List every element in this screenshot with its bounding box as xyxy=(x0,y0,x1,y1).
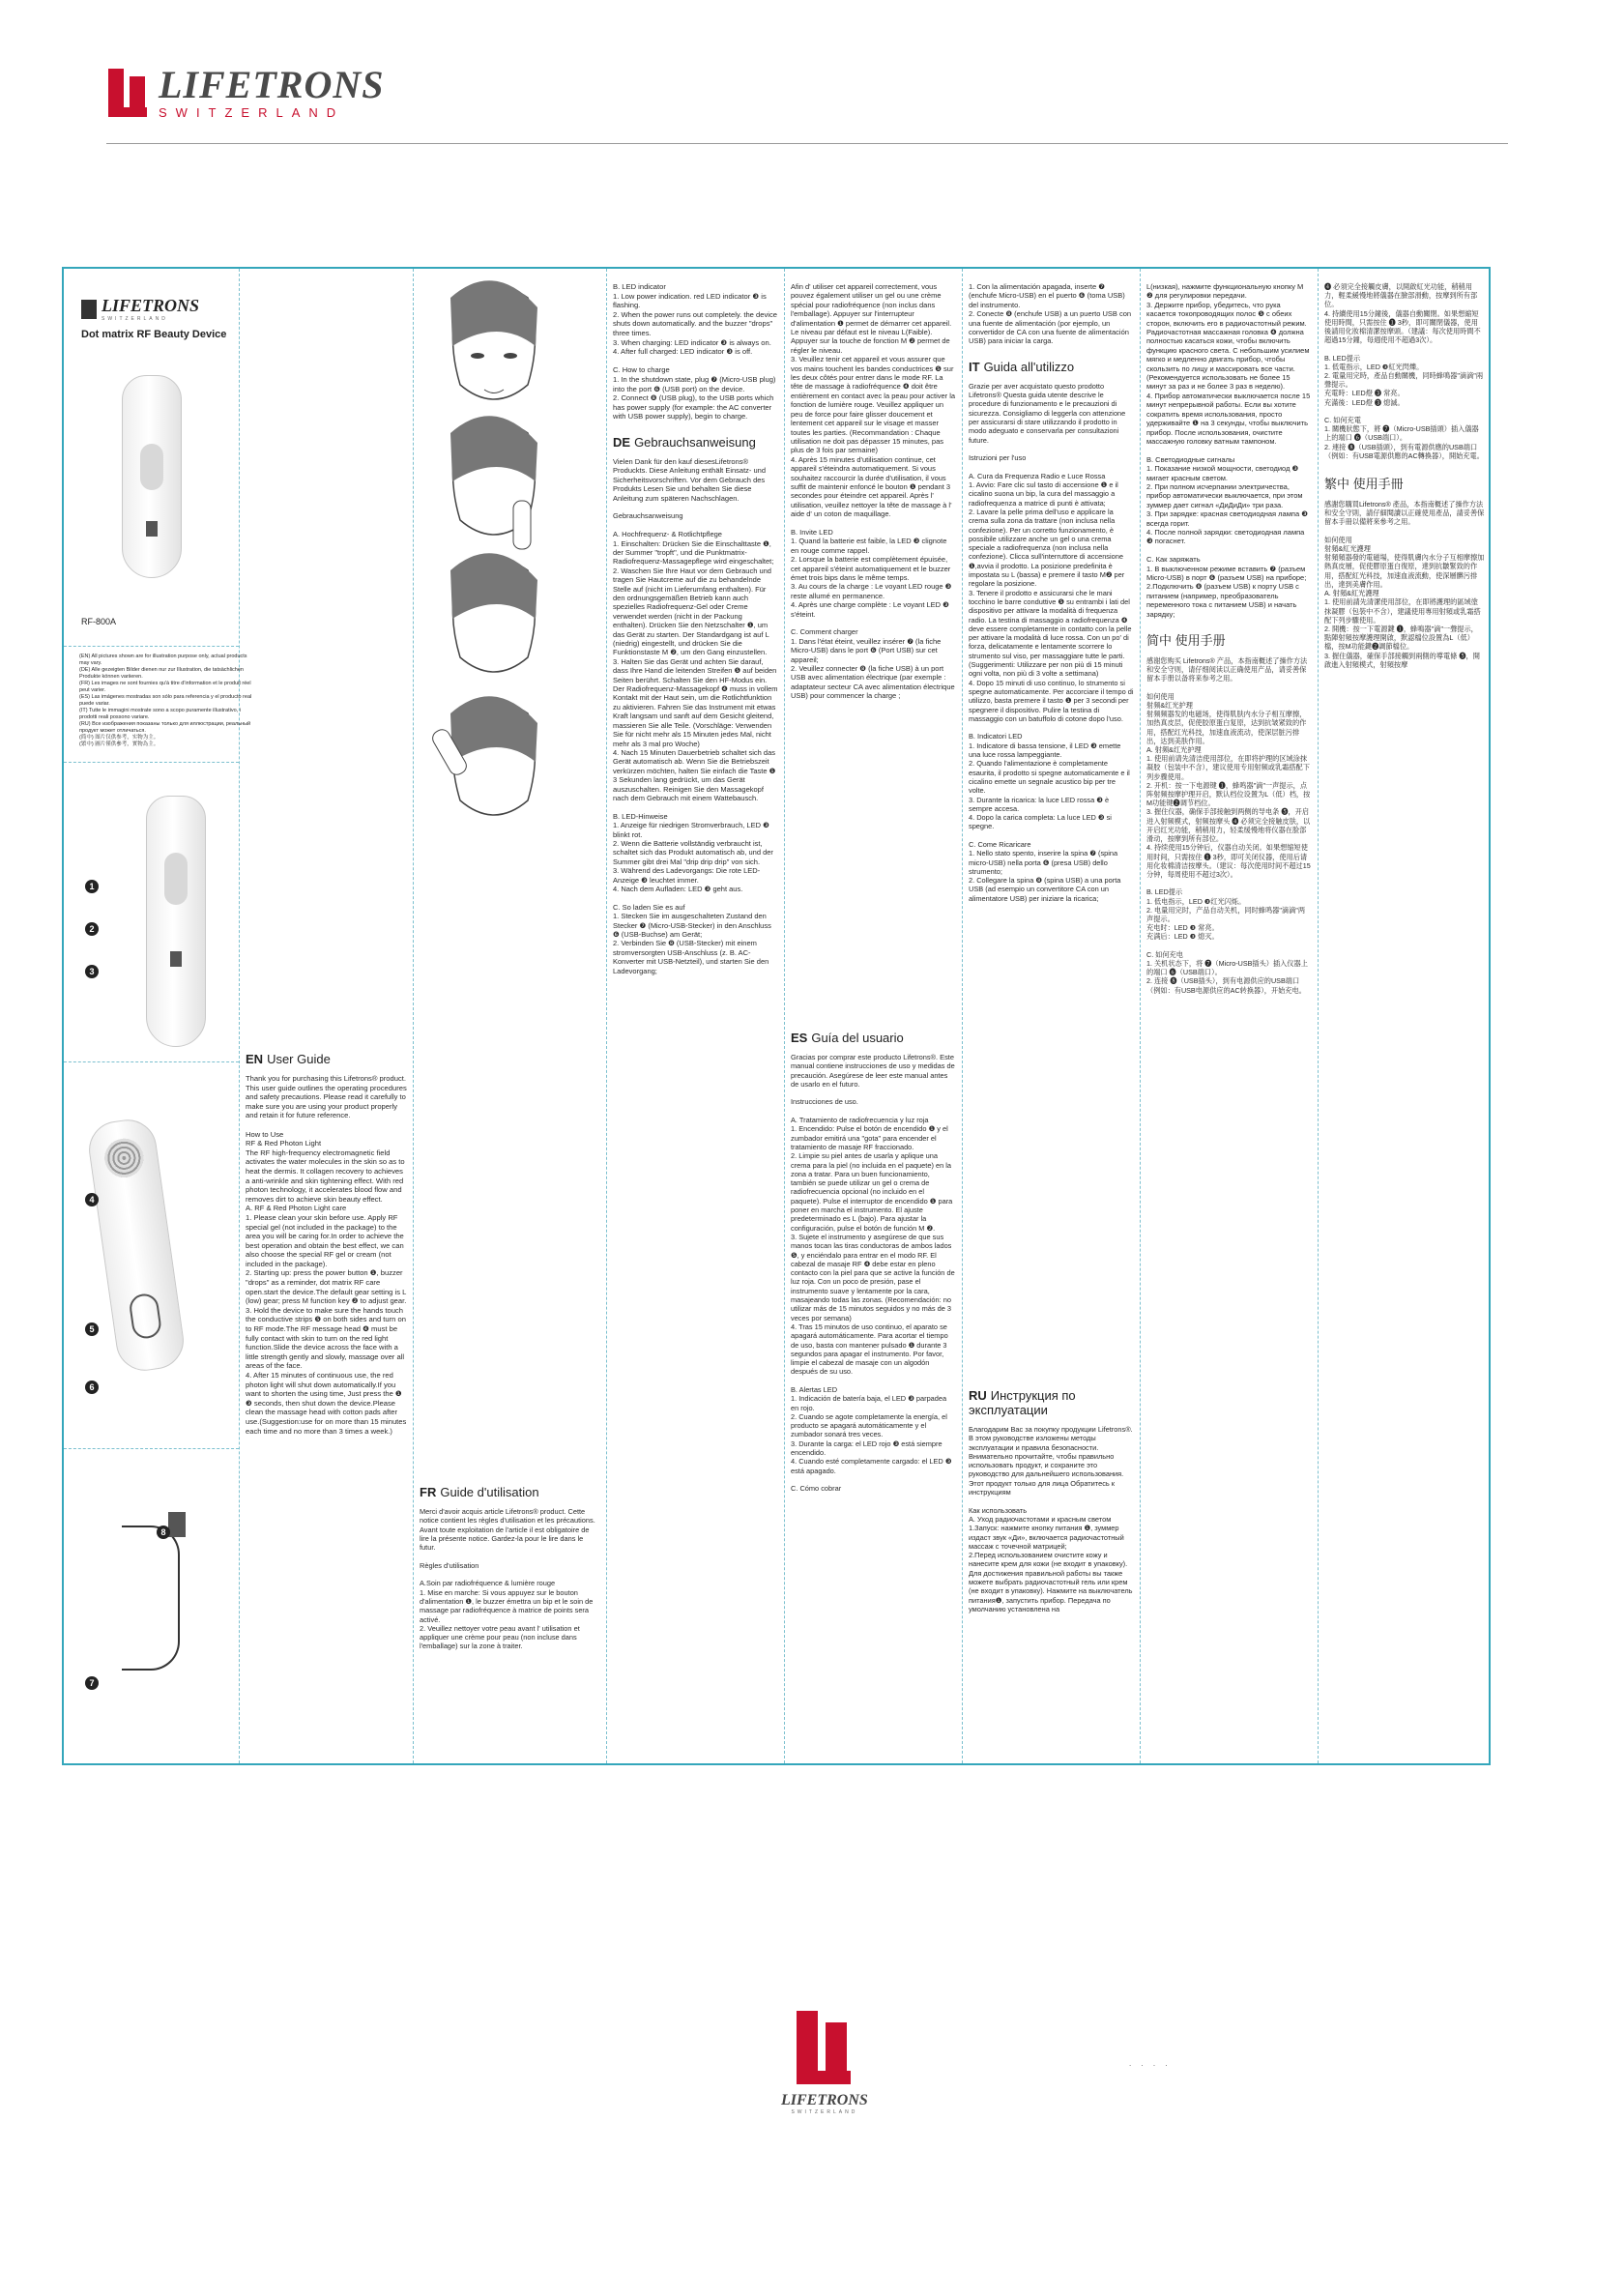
header-divider xyxy=(106,143,1508,144)
fr-intro-section xyxy=(420,1477,600,1651)
brand-subtitle: SWITZERLAND xyxy=(159,105,345,120)
en-intro-text: Thank you for purchasing this Lifetrons® product. This user guide outlines the operating procedures and safety precautions. Please read it carefully to make sure you are using your product properly and retain it for future reference. How to Use RF & Red Photon Light The RF high-frequency electromagnetic field activates the water molecules in the skin so as to heat the dermis. It collagen recovery to achieves a anti-wrinkle and skin tightening effect. With red photon technology, it accelerates blood flow and removes dirt to achieve skin beauty effect. A. RF & Red Photon Light care 1. Please clean your skin before use. Apply RF special gel (not included in the package) to the area you will be caring for.In order to achieve the best operation and obtain the best effect, we can also choose the special RF gel or cream (not included in the package). 2. Starting up: press the power button ❶, buzzer "drops" as a reminder, dot matrix RF care open.start the device.The default gear setting is L (low) gear; press M function key ❷ to adjust gear. 3. Hold the device to make sure the hands touch the conductive strips ❺ on both sides and turn on to RF mode.The RF message head ❹ must be fully contact with skin to turn on the red light function.Slide the device across the face with a little strength gently and slowly, massage over all areas of the face. 4. After 15 minutes of continuous use, the red photon light will shut down automatically.If you want to shorten the using time, Just press the ❶ ❸ seconds, then shut down the device.Please clean the massage head with cotton pads after use.(Suggestion:use for on more than 15 minutes each time and no more than 3 times a week.) xyxy=(246,1074,407,1436)
en-column xyxy=(240,269,414,1763)
cover-column xyxy=(64,269,252,1763)
footer-logo xyxy=(781,2011,868,2115)
callout-3: 3 xyxy=(85,965,99,978)
es-section xyxy=(791,1023,956,1494)
product-title: Dot matrix RF Beauty Device xyxy=(81,329,227,340)
brand-mark-icon xyxy=(108,69,149,117)
callout-2: 2 xyxy=(85,922,99,936)
callout-6: 6 xyxy=(85,1381,99,1394)
device-logo-mark xyxy=(170,951,182,967)
fr-continued-text: Afin d' utiliser cet appareil correctement, vous pouvez également utiliser un gel ou une crème spécial pour radiofréquence (non inclus dans l'emballage). Appuyer sur l'interrupteur d'alimentation ❶ permet de démarrer cet appareil. Le niveau par défaut est le niveau L(Faible). Appuyer sur la touche de fonction M ❷ permet de régler le niveau. 3. Veuillez tenir cet appareil et vous assurer que vos mains touchent les bandes conductrices ❺ sur les deux côtés pour entrer dans le mode RF. La tête de massage à radiofréquence ❹ doit être entièrement en contact avec la peau pour activer la fonction de lumière rouge. Veuillez appliquer un peu de force pour faire glisser doucement et lentement cet appareil sur le visage et masser toutes les parties. (Recommandation : Chaque utilisation ne doit pas dépasser 15 minutes, pas plus de 3 fois par semaine) 4. Après 15 minutes d'utilisation continue, cet appareil s'éteindra automatiquement. Si vous souhaitez raccourcir la durée d'utilisation, il vous suffit de maintenir enfoncé le bouton ❶ pendant 3 secondes pour éteindre cet appareil. Après l' utilisation, veuillez nettoyer la tête de massage à l' aide d' un coton de maquillage. B. Invite LED 1. Quand la batterie est faible, la LED ❸ clignote en rouge comme rappel. 2. Lorsque la batterie est complètement épuisée, cet appareil s'éteint automatiquement et le buzzer émet trois bips dans le même temps. 3. Au cours de la charge : Le voyant LED rouge ❸ reste allumé en permanence. 4. Après une charge complète : Le voyant LED ❸ s'éteint. C. Comment charger 1. Dans l'état éteint, veuillez insérer ❼ (la fiche Micro-USB) dans le port ❻ (Port USB) sur cet appareil; 2. Veuillez connecter ❽ (la fiche USB) à un port USB avec alimentation électrique (par exemple : adaptateur secteur CA avec alimentation électrique USB) pour commencer la charge ; xyxy=(791,282,956,701)
zh-tw-continued-text: ❹ 必須完全接觸皮膚，以開啟紅光功能，稍稍用力，輕柔緩慢地將儀器在臉部滑動，按摩到所有部位。 4. 持續使用15分鐘後，儀器自動關閉。如果想縮短使用時間，只需按住 ❶ 3秒，即可關閉儀器，使用後請用化妝棉清潔按摩頭。（建議：每次使用時間不超過15分鐘，每週使用不超過3次）。 B. LED提示 1. 低電指示，LED ❸紅光閃爍。 2. 電量用完時，產品自動關機，同時蜂鳴器"滴滴"兩聲提示。 充電時：LED燈 ❸ 常亮。 充滿後：LED燈 ❸ 熄滅。 C. 如何充電 1. 關機狀態下，將 ❼（Micro-USB插頭）插入儀器上的端口 ❻（USB端口）。 2. 連接 ❽（USB插頭），到有電源供應的USB端口（例如：有USB電源供應的AC轉換器），開始充電。 xyxy=(1324,282,1484,460)
ru-section xyxy=(969,1381,1134,1613)
illustration-disclaimer: (EN) All pictures shown are for illustration purpose only, actual products may vary. (DE) Alle gezeigten Bilder dienen nur zur Illustration, die tatsächlichen Produkte können variieren. (FR) Les images ne sont fournies qu'à titre d'information et le produit réel peut varier. (ES) Las imágenes mostradas son sólo para referencia y el producto real puede variar. (IT) Tutte le immagini mostrate sono a scopo puramente illustrativo, i prodotti reali possono variare. (RU) Все изображения показаны только для иллюстрации, реальный продукт может отличаться. (简中) 图片仅供参考，实物为主。 (繁中) 圖片僅供參考，實物為主。 xyxy=(79,654,252,747)
ru-column xyxy=(1141,269,1319,1763)
callout-1: 1 xyxy=(85,880,99,893)
de-text: Vielen Dank für den kauf diesesLifetrons® Produckts. Diese Anleitung enthält Einsatz- und Sicherheitsvorschriften. Vor dem Gebrauch des Produkts Lesen Sie und behalten Sie diese Anleitung zum späteren Nachschlagen. Gebrauchsanweisung A. Hochfrequenz- & Rotlichtpflege 1. Einschalten: Drücken Sie die Einschalttaste ❶, der Summer "tropft", und die Punktmatrix-Radiofrequenz-Massagepflege wird eingeschaltet; 2. Waschen Sie Ihre Haut vor dem Gebrauch und tragen Sie Hautcreme auf die zu behandelnde Stelle auf (nicht im Lieferumfang enthalten). Für den ordnungsgemäßen Betrieb kann auch spezielles Radiofrequenz-Gel oder Creme verwendet werden (nicht in der Packung enthalten). Drücken Sie den Netzschalter ❶, um das Gerät zu starten. Der Standardgang ist auf L (niedrig) eingestellt, und drücken Sie die Funktionstaste M ❷, um den Gang einzustellen. 3. Halten Sie das Gerät und achten Sie darauf, dass Ihre Hand die leitenden Streifen ❺ auf beiden Seiten berührt. Schalten Sie den HF-Modus ein. Der Radiofrequenz-Massagekopf ❹ muss in vollem Kontakt mit der Haut sein, um die Rotlichtfunktion zu aktivieren. Fahren Sie das Instrument mit etwas Kraft langsam und sanft auf dem Gesicht gleitend, massieren Sie alle Teile. (Vorschläge: Verwenden Sie für nicht mehr als 15 Minuten jedes Mal, nicht mehr als 3 mal pro Woche) 4. Nach 15 Minuten Dauerbetrieb schaltet sich das Gerät automatisch ab. Wenn Sie die Betriebszeit verkürzen möchten, halten Sie einfach die Taste ❶ 3 Sekunden lang gedrückt, um das Gerät auszuschalten. Reinigen Sie den Massagekopf nach dem Gebrauch mit einem Wattebausch. B. LED-Hinweise 1. Anzeige für niedrigen Stromverbrauch, LED ❸ blinkt rot. 2. Wenn die Batterie vollständig verbraucht ist, schaltet sich das Produkt automatisch ab, und der Summer gibt drei Mal "drip drip drip" von sich. 3. Während des Ladevorgangs: Die rote LED-Anzeige ❸ leuchtet immer. 4. Nach dem Aufladen: LED ❸ geht aus. C. So laden Sie es auf 1. Stecken Sie im ausgeschalteten Zustand den Stecker ❼ (Micro-USB-Stecker) in den Anschluss ❻ (USB-Buchse) am Gerät; 2. Verbinden Sie ❽ (USB-Stecker) mit einem stromversorgten USB-Anschluss (z. B. AC-Konverter mit USB-Netzteil), und starten Sie den Ladevorgang; xyxy=(613,456,778,975)
brand-name: LIFETRONS xyxy=(159,63,385,106)
header-logo xyxy=(108,63,385,120)
callout-5: 5 xyxy=(85,1322,99,1336)
zh-cn-heading: 简中 使用手册 xyxy=(1146,633,1226,649)
model-number: RF-800A xyxy=(81,617,117,626)
es-text: Gracias por comprar este producto Lifetrons®. Este manual contiene instrucciones de uso y medidas de precaución. Asegúrese de leer este manual antes de usarlo en el futuro. Instrucciones de uso. A. Tratamiento de radiofrecuencia y luz roja 1. Encendido: Pulse el botón de encendido ❶ y el zumbador emitirá una "gota" para encender el tratamiento de masaje RF fraccionado. 2. Limpie su piel antes de usarla y aplique una crema para la piel (no incluida en el paquete) en la zona a tratar. Para un buen funcionamiento, también se puede utilizar un gel o crema de radiofrecuencia opcional (no incluido en el paquete). Pulse el interruptor de encendido ❶ para poner en marcha el instrumento. El ajuste predeterminado es L (bajo). Para ajustar la configuración, pulse el botón de función M ❷. 3. Sujete el instrumento y asegúrese de que sus manos tocan las tiras conductoras de ambos lados ❺, y enciéndalo para entrar en el modo RF. El cabezal de masaje RF ❹ debe estar en pleno contacto con la piel para que se active la función de luz roja. Con un poco de presión, pase el instrumento suave y lentamente por la cara, masajeando todas las zonas. (Recomendación: no utilizar más de 15 minutos seguidos y no más de 3 veces por semana) 4. Tras 15 minutos de uso continuo, el aparato se apagará automáticamente. Para acortar el tiempo de uso, basta con mantener pulsado ❶ durante 3 segundos para apagar el instrumento. Por favor, limpie el cabezal de masaje con un algodón después de su uso. B. Alertas LED 1. Indicación de batería baja, el LED ❸ parpadea en rojo. 2. Cuando se agote completamente la energía, el producto se apagará automáticamente y el zumbador sonará tres veces. 3. Durante la carga: el LED rojo ❸ está siempre encendido. 4. Cuando esté completamente cargado: el LED ❸ está apagado. C. Cómo cobrar xyxy=(791,1053,955,1494)
face-illustration-4 xyxy=(421,694,566,839)
cover-brand-name: LIFETRONS xyxy=(102,296,200,315)
cover-brand-sub: SWITZERLAND xyxy=(102,316,168,322)
footer-dots: . . . . xyxy=(1129,2059,1172,2068)
es-heading: ES Guía del usuario xyxy=(791,1031,904,1045)
usb-cable-icon xyxy=(122,1526,180,1671)
control-panel xyxy=(164,853,188,905)
dot-matrix-head-icon xyxy=(102,1136,146,1179)
face-illustration-2 xyxy=(421,414,566,559)
ru-continued-text: L(низкая), нажмите функциональную кнопку M ❷ для регулировки передачи. 3. Держите прибор, убедитесь, что рука касается токопроводящих полос ❺ с обеих сторон, включить его в радиочастотный режим. Радиочастотная массажная головка ❹ должна полностью касаться кожи, чтобы включить функцию красного света. С небольшим усилием мягко и медленно двигать прибор, чтобы скользить по лицу и массировать все части. (Рекомендуется использовать не более 15 минут за раз и не более 3 раз в неделю). 4. Прибор автоматически выключается после 15 минут непрерывной работы. Если вы хотите сократить время использования, просто удерживайте ❶ на 3 секунды, чтобы выключить прибор. После использования, очистите массажную головку ватным тампоном. B. Светодиодные сигналы 1. Показание низкой мощности, светодиод ❸ мигает красным светом. 2. При полном исчерпании электричества, прибор автоматически выключается, при этом зуммер дает сигнал «ДиДиДи» три раза. 3. При зарядке: красная светодиодная лампа ❸ всегда горит. 4. После полной зарядки: светодиодная лампа ❸ погаснет. C. Как заряжать 1. В выключенном режиме вставить ❼ (разъем Micro-USB) в порт ❻ (разъем USB) на приборе; 2.Подключить ❽ (разъем USB) к порту USB с питанием (например, преобразователь переменного тока с питанием USB) и начать зарядку; xyxy=(1146,282,1311,619)
ru-text: Благодарим Вас за покупку продукции Lifetrons®. В этом руководстве изложены методы эксплуатации и правила безопасности. Внимательно прочитайте, чтобы правильно использовать продукт, и сохраните это руководство для дальнейшего использования. Этот продукт только для лица Обратитесь к инструкциям Как использовать A. Уход радиочастотами и красным светом 1.Запуск: нажмите кнопку питания ❶, зуммер издаст звук «Ди», включается радиочастотный массаж с точечной матрицей; 2.Перед использованием очистите кожу и нанесите крем для кожи (не входит в упаковку). Для достижения правильной работы вы также можете выбрать радиочастотный гель или крем (не входит в упаковку). Нажмите на выключатель питания❶, запустить прибор. Передача по умолчанию установлена на xyxy=(969,1425,1133,1613)
device-diagram-head xyxy=(85,1116,188,1374)
fr-intro-text: Merci d'avoir acquis article Lifetrons® product. Cette notice contient les règles d'utilisation et les précautions. Avant toute exploitation de l'article il est obligatoire de lire la présente notice. Gardez-la pour le lire dans le futur. Règles d'utilisation A.Soin par radiofréquence & lumière rouge 1. Mise en marche: Si vous appuyez sur le bouton d'alimentation ❶, le buzzer émettra un bip et le soin de massage par radiofréquence à matrice de points sera activé. 2. Veuillez nettoyer votre peau avant l' utilisation et appliquer une crème pour peau (non incluse dans l'emballage) sur la zone à traiter. xyxy=(420,1507,595,1651)
conductive-strip-icon xyxy=(128,1293,162,1341)
zh-tw-heading: 繁中 使用手冊 xyxy=(1324,477,1404,492)
device-diagram-side xyxy=(146,796,206,1047)
manual-sheet xyxy=(62,267,1491,1765)
footer-brand-sub: SWITZERLAND xyxy=(791,2109,858,2115)
callout-4: 4 xyxy=(85,1193,99,1206)
callout-8: 8 xyxy=(157,1526,170,1539)
zh-cn-text: 感谢您购买 Lifetrons® 产品，本指南概述了操作方法和安全守则，请仔细阅读以正确使用产品，请妥善保留本手册以备将来参考之用。 如何使用 射频&红光护理 射频频器发的电磁场，使得肌肤内水分子相互摩擦，加热真皮层，促使胶原蛋白复原，达到抗皱紧致的作用，搭配红光科技，加速血液流动，使深层脏污排出，达到美肤作用。 A. 射频&红光护理 1. 使用前请先清洁使用部位，在即将护理的区域涂抹凝胶（包装中不含），建议使用专用射频或乳霜搭配下列步骤使用。 2. 开机：按一下电源键 ❶，蜂鸣器"滴"一声提示，点阵射频按摩护理开启，默认档位设置为L（低）档，按M功能键❷调节档位。 3. 握住仪器，确保手部接触到两侧的导电条 ❺，开启进入射频模式，射频按摩头 ❹ 必须完全接触皮肤，以开启红光功能，稍稍用力，轻柔缓慢地将仪器在脸部滑动，按摩到所有部位。 4. 持续使用15分钟后，仪器自动关闭。如果想缩短使用时间，只需按住 ❶ 3秒，即可关闭仪器，使用后请用化妆棉清洁按摩头。（建议：每次使用时间不超过15分钟，每周使用不超过3次）。 B. LED提示 1. 低电指示，LED ❸红光闪烁。 2. 电量用完时，产品自动关机，同时蜂鸣器"滴滴"两声提示。 充电时：LED ❸ 常亮。 充满后：LED ❸ 熄灭。 C. 如何充电 1. 关机状态下，将 ❼（Micro-USB插头）插入仪器上的端口 ❻（USB端口）。 2. 连接 ❽（USB插头），到有电源供应的USB端口（例如：有USB电源供应的AC转换器），开始充电。 xyxy=(1146,656,1311,995)
usb-plug-icon xyxy=(168,1512,186,1537)
en-heading: EN User Guide xyxy=(246,1052,331,1066)
en-continued-text: B. LED indicator 1. Low power indication. red LED indicator ❸ is flashing. 2. When the power runs out completely. the device shuts down automatically. and the buzzer "drops" three times. 3. When charging: LED indicator ❸ is always on. 4. After full charged: LED indicator ❸ is off. C. How to charge 1. In the shutdown state, plug ❼ (Micro-USB plug) into the port ❻ (USB port) on the device. 2. Connect ❽ (USB plug), to the USB ports which has power supply (for example: the AC converter with USB power supply), begin to charge. xyxy=(613,282,777,421)
face-illustration-1 xyxy=(421,278,566,423)
footer-brand-mark-icon xyxy=(797,2011,853,2084)
de-column xyxy=(607,269,785,1763)
fr-column xyxy=(785,269,963,1763)
device-button-panel xyxy=(140,444,163,490)
device-illustration-front xyxy=(122,375,182,578)
cover-logo xyxy=(81,296,199,322)
it-text: Grazie per aver acquistato questo prodotto Lifetrons® Questa guida utente descrive le procedure di funzionamento e le precauzioni di sicurezza. Consigliamo di leggerla con attenzione per assicurarsi di stare utilizzando il prodotto in modo adeguato e conservarla per consultazioni future. Istruzioni per l'uso A. Cura da Frequenza Radio e Luce Rossa 1. Avvio: Fare clic sul tasto di accensione ❶ e il cicalino suona un bip, la cura del massaggio a radiofrequenza a matrice di punti è attivata; 2. Lavare la pelle prima dell'uso e applicare la crema sulla zona da trattare (non inclusa nella confezione). Per un corretto funzionamento, è possibile utilizzare anche un gel o una crema speciale a radiofrequenza (non inclusa nella confezione). Clicca sull'interruttore di accensione ❶,avvia il prodotto. La posizione predefinita è impostata su L (bassa) e premere il tasto M❷ per regolare la posizione. 3. Tenere il prodotto e assicurarsi che le mani tocchino le barre conduttive ❺ su entrambi i lati del dispositivo per attivare la modalità di frequenza radio. La testina di massaggio a radiofrequenza ❹ deve essere completamente in contatto con la pelle per attivare la modalità di luce rossa. Con un po' di forza, delicatamente e lentamente scorrere lo strumento sul viso, per massaggiare tutte le parti. (Suggerimenti: Utilizzare per non più di 15 minuti ogni volta, non più di 3 volte a settimana) 4. Dopo 15 minuti di uso continuo, lo strumento si spegne automaticamente. Per accorciare il tempo di utilizzo, basta premere il tasto ❶ per 3 secondi per spegnere il dispositivo. Pulire la testina di massaggio con un batuffolo di cotone dopo l'uso. B. Indicatori LED 1. Indicatore di bassa tensione, il LED ❸ emette una luce rossa lampeggiante. 2. Quando l'alimentazione è completamente esaurita, il prodotto si spegne automaticamente e il cicalino emette un segnale acustico bip per tre volte. 3. Durante la ricarica: la luce LED rossa ❸ è sempre accesa. 4. Dopo la carica completa: La luce LED ❸ si spegne. C. Come Ricaricare 1. Nello stato spento, inserire la spina ❼ (spina micro-USB) nella porta ❻ (presa USB) dello strumento; 2. Collegare la spina ❽ (spina USB) a una porta USB (ad esempio un convertitore CA con un alimentatore USB) per iniziare la ricarica; xyxy=(969,381,1134,903)
en-de-column xyxy=(414,269,607,1763)
it-heading: IT Guida all'utilizzo xyxy=(969,359,1075,374)
fr-intro-heading: FR Guide d'utilisation xyxy=(420,1485,539,1499)
footer-brand-name: LIFETRONS xyxy=(781,2092,868,2108)
zh-tw-text: 感謝您購買Lifetrons® 產品，本指南概述了操作方法和安全守則，請仔細閱讀以正確使用產品，請妥善保留本手冊以備將來參考之用。 如何使用 射頻&紅光護理 射頻頻器發的電磁場，使得肌膚內水分子互相摩擦加熱真皮層，促使膠原蛋白復原，達到抗皺緊致的作用，搭配紅光科技，加速血液流動，使深層髒污排出，達到美膚作用。 A. 射頻&紅光護理 1. 使用前請先清潔使用部位，在即將護理的區域塗抹凝膠（包裝中不含），建議使用專用射頻或乳霜搭配下列步驟使用。 2. 開機：按一下電源鍵 ❶，蜂鳴器"滴"一聲提示，點陣射頻按摩護理開啟，默認檔位設置為L（低）檔，按M功能鍵❷調節檔位。 3. 握住儀器，確保手部接觸到兩側的導電條 ❺，開啟進入射頻模式，射頻按摩 xyxy=(1324,500,1485,669)
ru-heading: RU Инструкция по эксплуатации xyxy=(969,1388,1076,1417)
face-illustration-3 xyxy=(421,551,566,696)
de-heading: DE Gebrauchsanweisung xyxy=(613,434,756,450)
device-logo-mark xyxy=(146,521,158,537)
callout-7: 7 xyxy=(85,1676,99,1690)
zh-tw-column xyxy=(1319,269,1491,1763)
es-continued-text: 1. Con la alimentación apagada, inserte ❼ (enchufe Micro-USB) en el puerto ❻ (toma USB) del instrumento. 2. Conecte ❽ (enchufe USB) a un puerto USB con una fuente de alimentación (por ejemplo, un convertidor de CA con una fuente de alimentación USB) para iniciar la carga. xyxy=(969,282,1132,346)
es-column xyxy=(963,269,1141,1763)
cover-brand-mark-icon xyxy=(81,300,97,319)
